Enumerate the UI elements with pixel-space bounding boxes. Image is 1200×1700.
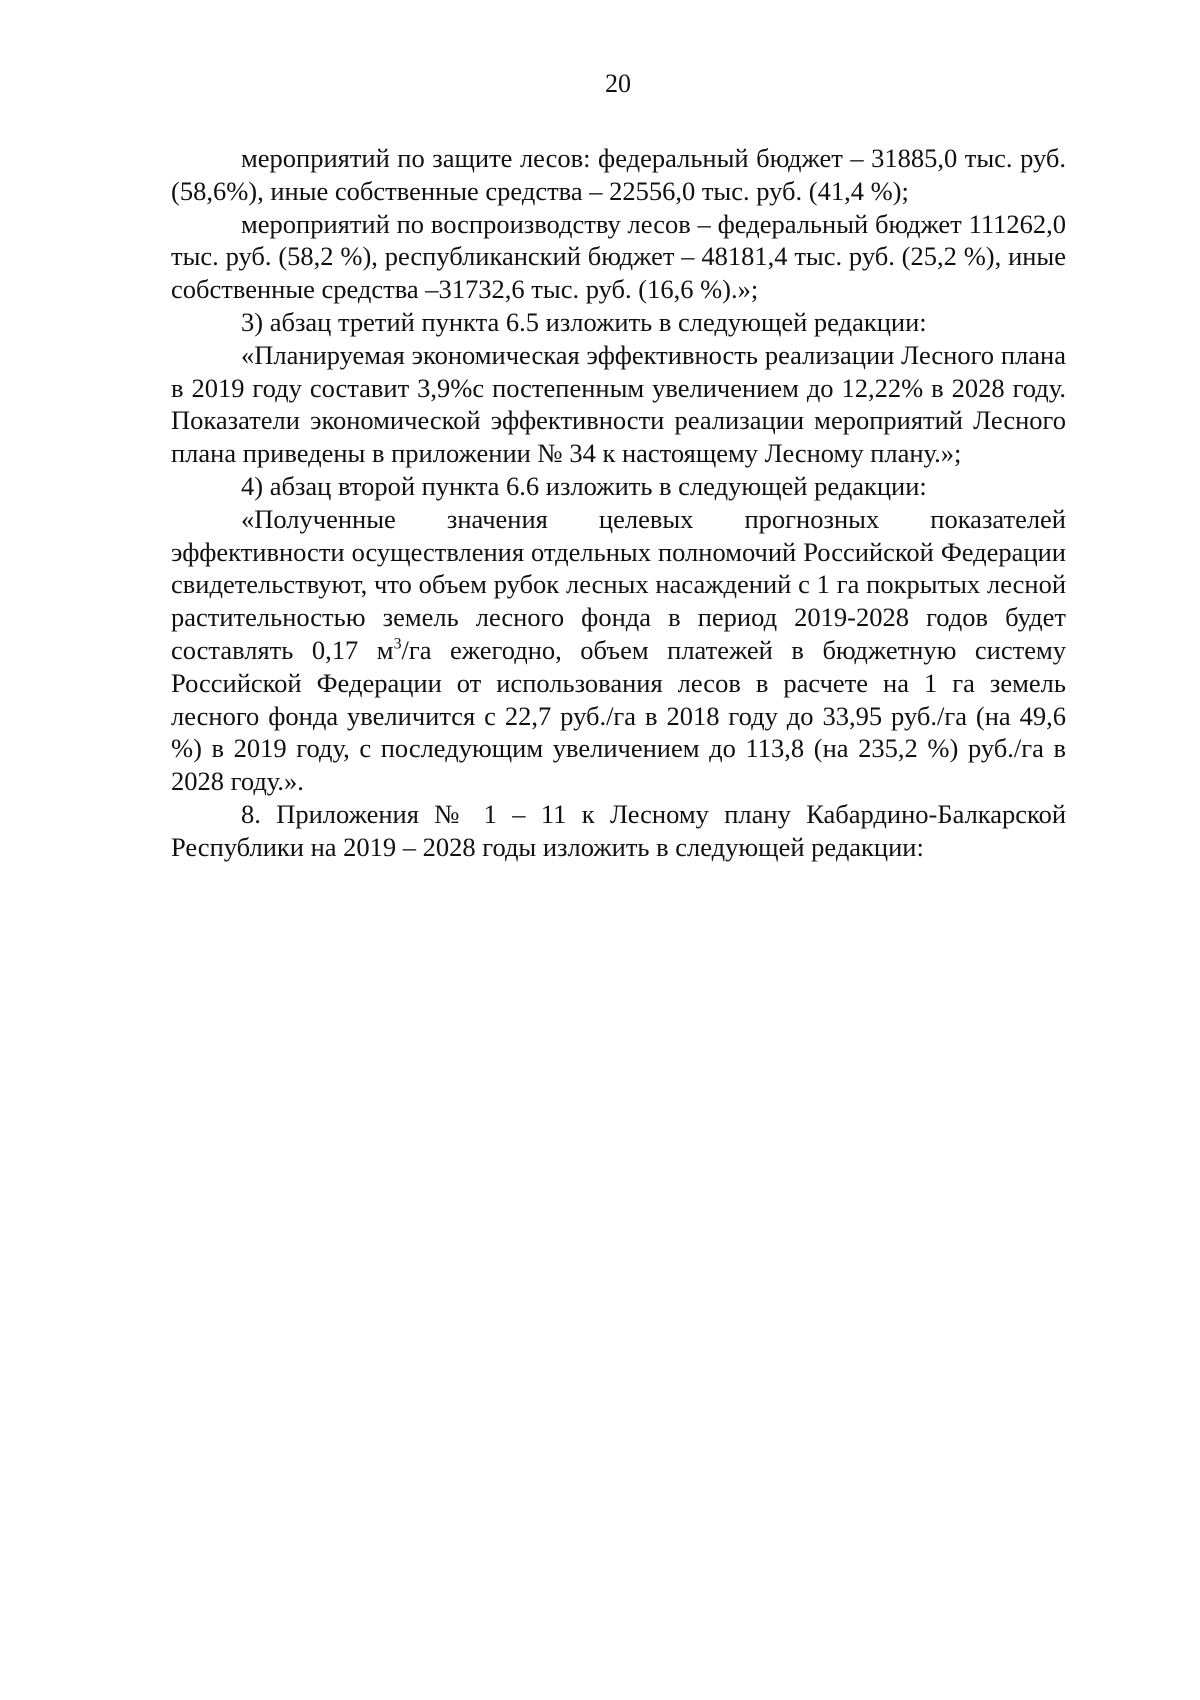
page-number: 20 — [605, 69, 631, 98]
cubic-superscript: 3 — [393, 635, 402, 653]
paragraph-forest-protection-funding: мероприятий по защите лесов: федеральный бюджет – 31885,0 тыс. руб. (58,6%), иные собственные средства – 22556,0 тыс. руб. (41,4 %); — [171, 143, 1066, 206]
paragraph-target-indicators — [171, 503, 1066, 798]
target-indicators-text-end: /га ежегодно, объем платежей в бюджетную систему Российской Федерации от использования лесов в расчете на 1 га земель лесного фонда увеличится с 22,7 руб./га в 2018 году до 33,95 руб./га (на 49,6 %) в 2019 году, с последующим увеличением до 113,8 (на 235,2 %) руб./га в 2028 году.». — [171, 634, 1066, 797]
target-indicators-text-start: «Полученные значения целевых прогнозных показателей эффективности осуществления отдельных полномочий Российской Федерации свидетельствуют, что объем рубок лесных насаждений с 1 га покрытых лесной растительностью земель лесного фонда в период 2019-2028 годов будет составлять 0,17 м — [171, 503, 1066, 665]
paragraph-appendices: 8. Приложения № 1 – 11 к Лесному плану Кабардино-Балкарской Республики на 2019 – 2028 годы изложить в следующей редакции: — [171, 798, 1066, 862]
document-body — [171, 142, 1066, 864]
paragraph-forest-reproduction-funding: мероприятий по воспроизводству лесов – федеральный бюджет 111262,0 тыс. руб. (58,2 %), республиканский бюджет – 48181,4 тыс. руб. (25,2 %), иные собственные средства –31732,6 тыс. руб. (16,6 %).»; — [171, 208, 1066, 305]
paragraph-amendment-6-5: 3) абзац третий пункта 6.5 изложить в следующей редакции: — [241, 306, 927, 337]
paragraph-amendment-6-6: 4) абзац второй пункта 6.6 изложить в следующей редакции: — [241, 470, 927, 501]
paragraph-economic-efficiency: «Планируемая экономическая эффективность реализации Лесного плана в 2019 году составит 3,9%с постепенным увеличением до 12,22% в 2028 году. Показатели экономической эффективности реализации мероприятий Лесного плана приведены в приложении № 34 к настоящему Лесному плану.»; — [171, 339, 1066, 469]
